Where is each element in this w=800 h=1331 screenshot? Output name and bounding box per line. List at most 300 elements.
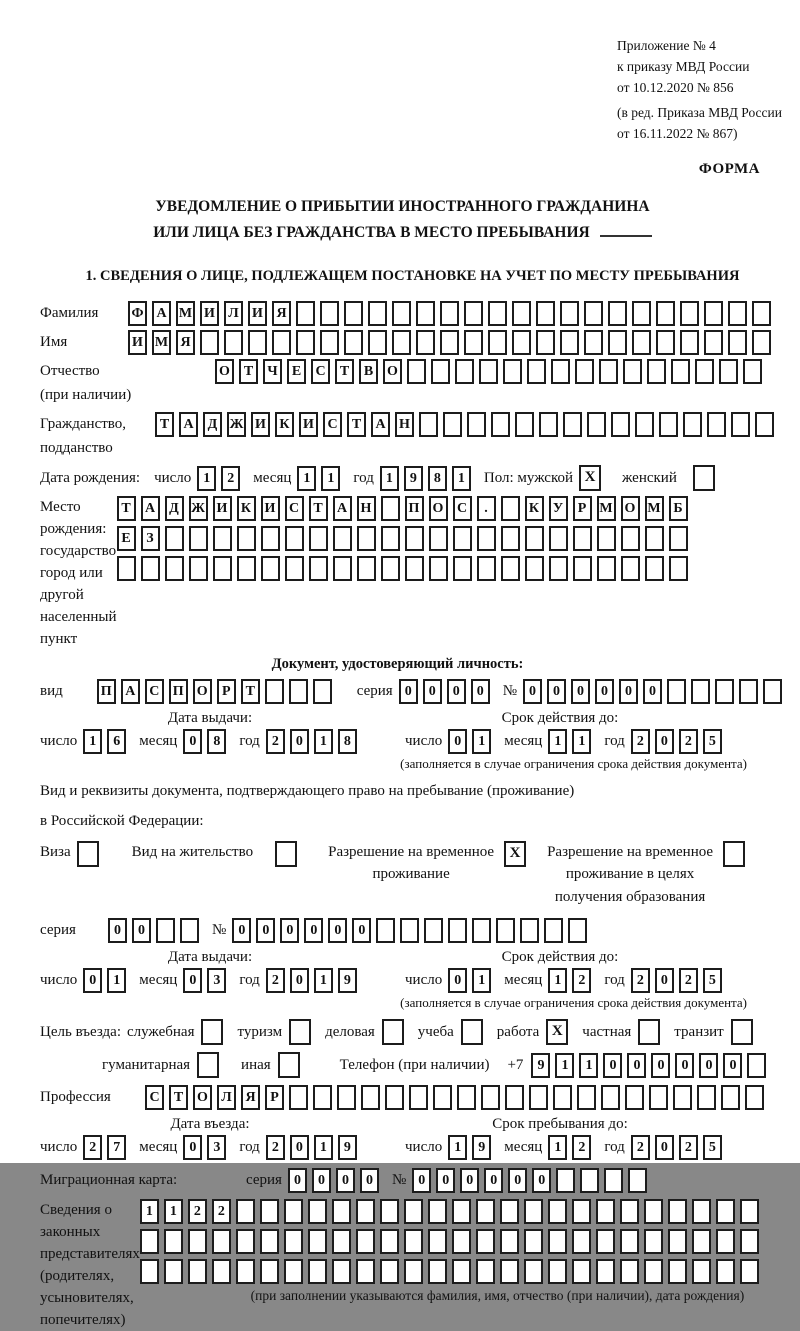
- form-cell[interactable]: [671, 359, 690, 384]
- form-cell[interactable]: [429, 526, 448, 551]
- form-cell[interactable]: [596, 1259, 615, 1284]
- form-cell[interactable]: [704, 330, 723, 355]
- form-cell[interactable]: [728, 301, 747, 326]
- form-cell[interactable]: 7: [107, 1135, 126, 1160]
- form-cell[interactable]: Л: [217, 1085, 236, 1110]
- form-cell[interactable]: 0: [471, 679, 490, 704]
- form-cell[interactable]: 0: [256, 918, 275, 943]
- form-cell[interactable]: [381, 526, 400, 551]
- form-cell[interactable]: 9: [338, 968, 357, 993]
- doc-issue-year-boxes[interactable]: [266, 729, 362, 754]
- form-cell[interactable]: 0: [603, 1053, 622, 1078]
- form-cell[interactable]: Е: [287, 359, 306, 384]
- form-cell[interactable]: [560, 301, 579, 326]
- form-cell[interactable]: [620, 1199, 639, 1224]
- form-cell[interactable]: 0: [655, 1135, 674, 1160]
- form-cell[interactable]: [448, 918, 467, 943]
- stay-year-boxes[interactable]: [631, 1135, 727, 1160]
- form-cell[interactable]: [512, 330, 531, 355]
- form-cell[interactable]: [440, 330, 459, 355]
- profession-boxes[interactable]: [145, 1085, 769, 1110]
- form-cell[interactable]: [536, 301, 555, 326]
- form-cell[interactable]: [645, 526, 664, 551]
- form-cell[interactable]: [237, 556, 256, 581]
- form-cell[interactable]: 0: [436, 1168, 455, 1193]
- res-number-boxes[interactable]: [232, 918, 592, 943]
- form-cell[interactable]: 5: [703, 1135, 722, 1160]
- form-cell[interactable]: 0: [280, 918, 299, 943]
- form-cell[interactable]: [452, 1199, 471, 1224]
- form-cell[interactable]: 0: [655, 729, 674, 754]
- form-cell[interactable]: [669, 556, 688, 581]
- form-cell[interactable]: [405, 526, 424, 551]
- form-cell[interactable]: [587, 412, 606, 437]
- form-cell[interactable]: [308, 1259, 327, 1284]
- form-cell[interactable]: [284, 1229, 303, 1254]
- form-cell[interactable]: 0: [423, 679, 442, 704]
- form-cell[interactable]: [515, 412, 534, 437]
- form-cell[interactable]: 0: [651, 1053, 670, 1078]
- form-cell[interactable]: У: [549, 496, 568, 521]
- form-cell[interactable]: [332, 1229, 351, 1254]
- form-cell[interactable]: [472, 918, 491, 943]
- form-cell[interactable]: 8: [428, 466, 447, 491]
- form-cell[interactable]: [308, 1199, 327, 1224]
- citizenship-boxes[interactable]: [155, 412, 779, 437]
- form-cell[interactable]: М: [597, 496, 616, 521]
- visa-checkbox[interactable]: [77, 841, 104, 867]
- form-cell[interactable]: [740, 1229, 759, 1254]
- form-cell[interactable]: [536, 330, 555, 355]
- form-cell[interactable]: [647, 359, 666, 384]
- form-cell[interactable]: 0: [290, 1135, 309, 1160]
- form-cell[interactable]: 1: [197, 466, 216, 491]
- form-cell[interactable]: [608, 330, 627, 355]
- form-cell[interactable]: 1: [297, 466, 316, 491]
- form-cell[interactable]: 0: [328, 918, 347, 943]
- form-cell[interactable]: 2: [188, 1199, 207, 1224]
- form-cell[interactable]: 2: [83, 1135, 102, 1160]
- form-cell[interactable]: [236, 1229, 255, 1254]
- form-cell[interactable]: А: [121, 679, 140, 704]
- form-cell[interactable]: Е: [117, 526, 136, 551]
- form-cell[interactable]: 2: [221, 466, 240, 491]
- form-cell[interactable]: X: [504, 841, 526, 867]
- form-cell[interactable]: 0: [312, 1168, 331, 1193]
- form-cell[interactable]: С: [311, 359, 330, 384]
- form-cell[interactable]: 8: [207, 729, 226, 754]
- form-cell[interactable]: Б: [669, 496, 688, 521]
- form-cell[interactable]: [620, 1229, 639, 1254]
- doc-type-boxes[interactable]: [97, 679, 337, 704]
- form-cell[interactable]: С: [145, 679, 164, 704]
- form-cell[interactable]: С: [145, 1085, 164, 1110]
- form-cell[interactable]: [693, 465, 715, 491]
- form-cell[interactable]: [556, 1168, 575, 1193]
- form-cell[interactable]: [503, 359, 522, 384]
- form-cell[interactable]: Ж: [189, 496, 208, 521]
- form-cell[interactable]: [361, 1085, 380, 1110]
- form-cell[interactable]: [680, 301, 699, 326]
- form-cell[interactable]: [584, 330, 603, 355]
- form-cell[interactable]: [500, 1229, 519, 1254]
- form-cell[interactable]: Р: [265, 1085, 284, 1110]
- form-cell[interactable]: [381, 556, 400, 581]
- form-cell[interactable]: [368, 330, 387, 355]
- form-cell[interactable]: [620, 1259, 639, 1284]
- form-cell[interactable]: [525, 526, 544, 551]
- form-cell[interactable]: [632, 301, 651, 326]
- birthplace-row2-boxes[interactable]: [117, 526, 693, 551]
- form-cell[interactable]: 1: [380, 466, 399, 491]
- form-cell[interactable]: [357, 526, 376, 551]
- form-cell[interactable]: [333, 526, 352, 551]
- form-cell[interactable]: [455, 359, 474, 384]
- form-cell[interactable]: 2: [266, 968, 285, 993]
- form-cell[interactable]: [275, 841, 297, 867]
- form-cell[interactable]: [260, 1229, 279, 1254]
- form-cell[interactable]: Т: [309, 496, 328, 521]
- form-cell[interactable]: .: [477, 496, 496, 521]
- form-cell[interactable]: [296, 301, 315, 326]
- surname-boxes[interactable]: [128, 301, 776, 326]
- form-cell[interactable]: [141, 556, 160, 581]
- form-cell[interactable]: Д: [203, 412, 222, 437]
- form-cell[interactable]: [284, 1259, 303, 1284]
- doc-issue-day-boxes[interactable]: [83, 729, 131, 754]
- form-cell[interactable]: А: [152, 301, 171, 326]
- form-cell[interactable]: Р: [217, 679, 236, 704]
- form-cell[interactable]: [433, 1085, 452, 1110]
- form-cell[interactable]: П: [97, 679, 116, 704]
- form-cell[interactable]: [668, 1229, 687, 1254]
- form-cell[interactable]: 5: [703, 729, 722, 754]
- form-cell[interactable]: 0: [399, 679, 418, 704]
- form-cell[interactable]: [140, 1229, 159, 1254]
- form-cell[interactable]: [356, 1229, 375, 1254]
- form-cell[interactable]: [429, 556, 448, 581]
- form-cell[interactable]: [644, 1259, 663, 1284]
- title-blank-line[interactable]: [600, 235, 652, 237]
- form-cell[interactable]: С: [323, 412, 342, 437]
- form-cell[interactable]: [520, 918, 539, 943]
- form-cell[interactable]: [337, 1085, 356, 1110]
- form-cell[interactable]: 1: [472, 729, 491, 754]
- form-cell[interactable]: 0: [448, 968, 467, 993]
- form-cell[interactable]: [691, 679, 710, 704]
- form-cell[interactable]: [189, 556, 208, 581]
- form-cell[interactable]: Н: [395, 412, 414, 437]
- form-cell[interactable]: 0: [183, 1135, 202, 1160]
- form-cell[interactable]: Т: [335, 359, 354, 384]
- form-cell[interactable]: 0: [412, 1168, 431, 1193]
- form-cell[interactable]: [623, 359, 642, 384]
- form-cell[interactable]: [716, 1199, 735, 1224]
- birthplace-row3-boxes[interactable]: [117, 556, 693, 581]
- form-cell[interactable]: [407, 359, 426, 384]
- mc-number-boxes[interactable]: [412, 1168, 652, 1193]
- form-cell[interactable]: 1: [321, 466, 340, 491]
- form-cell[interactable]: [404, 1199, 423, 1224]
- form-cell[interactable]: В: [359, 359, 378, 384]
- stay-month-boxes[interactable]: [548, 1135, 596, 1160]
- form-cell[interactable]: [596, 1229, 615, 1254]
- form-cell[interactable]: [500, 1199, 519, 1224]
- form-cell[interactable]: [501, 496, 520, 521]
- form-cell[interactable]: [380, 1199, 399, 1224]
- form-cell[interactable]: 0: [360, 1168, 379, 1193]
- form-cell[interactable]: [236, 1259, 255, 1284]
- form-cell[interactable]: [548, 1229, 567, 1254]
- form-cell[interactable]: 2: [631, 968, 650, 993]
- form-cell[interactable]: [597, 556, 616, 581]
- form-cell[interactable]: [356, 1199, 375, 1224]
- purpose-tourism-checkbox[interactable]: [289, 1019, 316, 1045]
- form-cell[interactable]: Ж: [227, 412, 246, 437]
- purpose-transit-checkbox[interactable]: [731, 1019, 758, 1045]
- form-cell[interactable]: [500, 1259, 519, 1284]
- form-cell[interactable]: 2: [679, 729, 698, 754]
- form-cell[interactable]: [524, 1259, 543, 1284]
- form-cell[interactable]: [296, 330, 315, 355]
- form-cell[interactable]: [577, 1085, 596, 1110]
- form-cell[interactable]: [272, 330, 291, 355]
- form-cell[interactable]: [669, 526, 688, 551]
- legal-reps-row2-boxes[interactable]: [140, 1229, 764, 1254]
- form-cell[interactable]: [461, 1019, 483, 1045]
- form-cell[interactable]: 0: [595, 679, 614, 704]
- form-cell[interactable]: [656, 301, 675, 326]
- form-cell[interactable]: [212, 1259, 231, 1284]
- form-cell[interactable]: А: [371, 412, 390, 437]
- form-cell[interactable]: [704, 301, 723, 326]
- form-cell[interactable]: [188, 1259, 207, 1284]
- form-cell[interactable]: [604, 1168, 623, 1193]
- form-cell[interactable]: 6: [107, 729, 126, 754]
- form-cell[interactable]: С: [285, 496, 304, 521]
- form-cell[interactable]: 2: [679, 968, 698, 993]
- form-cell[interactable]: [752, 301, 771, 326]
- form-cell[interactable]: 0: [655, 968, 674, 993]
- form-cell[interactable]: [320, 301, 339, 326]
- form-cell[interactable]: 1: [579, 1053, 598, 1078]
- res-issue-month-boxes[interactable]: [183, 968, 231, 993]
- form-cell[interactable]: [368, 301, 387, 326]
- form-cell[interactable]: И: [200, 301, 219, 326]
- form-cell[interactable]: [731, 1019, 753, 1045]
- form-cell[interactable]: Ф: [128, 301, 147, 326]
- form-cell[interactable]: 0: [547, 679, 566, 704]
- form-cell[interactable]: 1: [83, 729, 102, 754]
- form-cell[interactable]: [440, 301, 459, 326]
- form-cell[interactable]: 3: [207, 1135, 226, 1160]
- form-cell[interactable]: [332, 1259, 351, 1284]
- edu-residence-checkbox[interactable]: [723, 841, 750, 867]
- res-expiry-day-boxes[interactable]: [448, 968, 496, 993]
- form-cell[interactable]: [289, 1019, 311, 1045]
- birthplace-row1-boxes[interactable]: [117, 496, 693, 521]
- form-cell[interactable]: 2: [572, 968, 591, 993]
- form-cell[interactable]: 0: [675, 1053, 694, 1078]
- form-cell[interactable]: [549, 556, 568, 581]
- form-cell[interactable]: Т: [347, 412, 366, 437]
- form-cell[interactable]: [164, 1259, 183, 1284]
- form-cell[interactable]: [284, 1199, 303, 1224]
- form-cell[interactable]: [237, 526, 256, 551]
- form-cell[interactable]: [308, 1229, 327, 1254]
- form-cell[interactable]: 0: [183, 729, 202, 754]
- birth-month-boxes[interactable]: [297, 466, 345, 491]
- form-cell[interactable]: И: [128, 330, 147, 355]
- form-cell[interactable]: [356, 1259, 375, 1284]
- form-cell[interactable]: [380, 1259, 399, 1284]
- form-cell[interactable]: 3: [207, 968, 226, 993]
- form-cell[interactable]: [213, 556, 232, 581]
- form-cell[interactable]: [212, 1229, 231, 1254]
- res-expiry-month-boxes[interactable]: [548, 968, 596, 993]
- form-cell[interactable]: 0: [448, 729, 467, 754]
- form-cell[interactable]: [188, 1229, 207, 1254]
- form-cell[interactable]: [467, 412, 486, 437]
- legal-reps-row3-boxes[interactable]: [140, 1259, 764, 1284]
- purpose-work-checkbox[interactable]: [546, 1019, 573, 1045]
- form-cell[interactable]: [261, 526, 280, 551]
- form-cell[interactable]: [289, 1085, 308, 1110]
- form-cell[interactable]: О: [193, 1085, 212, 1110]
- form-cell[interactable]: 0: [484, 1168, 503, 1193]
- form-cell[interactable]: X: [546, 1019, 568, 1045]
- form-cell[interactable]: [597, 526, 616, 551]
- form-cell[interactable]: С: [453, 496, 472, 521]
- form-cell[interactable]: [743, 359, 762, 384]
- form-cell[interactable]: [197, 1052, 219, 1078]
- form-cell[interactable]: М: [152, 330, 171, 355]
- stay-day-boxes[interactable]: [448, 1135, 496, 1160]
- legal-reps-row1-boxes[interactable]: [140, 1199, 764, 1224]
- form-cell[interactable]: [707, 412, 726, 437]
- form-cell[interactable]: 9: [472, 1135, 491, 1160]
- form-cell[interactable]: [673, 1085, 692, 1110]
- form-cell[interactable]: К: [237, 496, 256, 521]
- form-cell[interactable]: [644, 1229, 663, 1254]
- form-cell[interactable]: [477, 556, 496, 581]
- form-cell[interactable]: [248, 330, 267, 355]
- form-cell[interactable]: 1: [572, 729, 591, 754]
- form-cell[interactable]: Я: [241, 1085, 260, 1110]
- form-cell[interactable]: А: [141, 496, 160, 521]
- phone-boxes[interactable]: [531, 1053, 771, 1078]
- form-cell[interactable]: Т: [169, 1085, 188, 1110]
- doc-expiry-day-boxes[interactable]: [448, 729, 496, 754]
- form-cell[interactable]: 2: [212, 1199, 231, 1224]
- birth-day-boxes[interactable]: [197, 466, 245, 491]
- form-cell[interactable]: [715, 679, 734, 704]
- form-cell[interactable]: 1: [140, 1199, 159, 1224]
- form-cell[interactable]: [265, 679, 284, 704]
- form-cell[interactable]: О: [383, 359, 402, 384]
- form-cell[interactable]: 1: [164, 1199, 183, 1224]
- form-cell[interactable]: [548, 1199, 567, 1224]
- form-cell[interactable]: [431, 359, 450, 384]
- form-cell[interactable]: 0: [232, 918, 251, 943]
- form-cell[interactable]: [524, 1229, 543, 1254]
- res-expiry-year-boxes[interactable]: [631, 968, 727, 993]
- form-cell[interactable]: И: [213, 496, 232, 521]
- form-cell[interactable]: [560, 330, 579, 355]
- form-cell[interactable]: [344, 330, 363, 355]
- form-cell[interactable]: А: [179, 412, 198, 437]
- form-cell[interactable]: 0: [352, 918, 371, 943]
- form-cell[interactable]: [695, 359, 714, 384]
- form-cell[interactable]: [721, 1085, 740, 1110]
- form-cell[interactable]: [117, 556, 136, 581]
- form-cell[interactable]: [428, 1199, 447, 1224]
- form-cell[interactable]: Ч: [263, 359, 282, 384]
- sex-male-checkbox[interactable]: [579, 465, 606, 491]
- form-cell[interactable]: [428, 1229, 447, 1254]
- form-cell[interactable]: 1: [448, 1135, 467, 1160]
- res-series-boxes[interactable]: [108, 918, 204, 943]
- form-cell[interactable]: Я: [272, 301, 291, 326]
- birth-year-boxes[interactable]: [380, 466, 476, 491]
- form-cell[interactable]: [573, 556, 592, 581]
- form-cell[interactable]: [382, 1019, 404, 1045]
- form-cell[interactable]: [549, 526, 568, 551]
- form-cell[interactable]: [201, 1019, 223, 1045]
- form-cell[interactable]: [77, 841, 99, 867]
- form-cell[interactable]: [539, 412, 558, 437]
- form-cell[interactable]: [453, 556, 472, 581]
- form-cell[interactable]: 1: [452, 466, 471, 491]
- form-cell[interactable]: [501, 526, 520, 551]
- form-cell[interactable]: 0: [447, 679, 466, 704]
- form-cell[interactable]: М: [176, 301, 195, 326]
- form-cell[interactable]: И: [299, 412, 318, 437]
- patronymic-boxes[interactable]: [215, 359, 767, 384]
- form-cell[interactable]: [419, 412, 438, 437]
- form-cell[interactable]: И: [248, 301, 267, 326]
- form-cell[interactable]: [409, 1085, 428, 1110]
- form-cell[interactable]: 0: [523, 679, 542, 704]
- purpose-private-checkbox[interactable]: [638, 1019, 665, 1045]
- form-cell[interactable]: [551, 359, 570, 384]
- form-cell[interactable]: [649, 1085, 668, 1110]
- form-cell[interactable]: [443, 412, 462, 437]
- form-cell[interactable]: [505, 1085, 524, 1110]
- sex-female-checkbox[interactable]: [693, 465, 720, 491]
- form-cell[interactable]: Р: [573, 496, 592, 521]
- form-cell[interactable]: [527, 359, 546, 384]
- entry-year-boxes[interactable]: [266, 1135, 362, 1160]
- form-cell[interactable]: [224, 330, 243, 355]
- form-cell[interactable]: 0: [643, 679, 662, 704]
- res-issue-day-boxes[interactable]: [83, 968, 131, 993]
- form-cell[interactable]: П: [405, 496, 424, 521]
- form-cell[interactable]: 1: [548, 968, 567, 993]
- form-cell[interactable]: [524, 1199, 543, 1224]
- form-cell[interactable]: [416, 301, 435, 326]
- form-cell[interactable]: [405, 556, 424, 581]
- purpose-other-checkbox[interactable]: [278, 1052, 305, 1078]
- form-cell[interactable]: [476, 1259, 495, 1284]
- form-cell[interactable]: [716, 1229, 735, 1254]
- form-cell[interactable]: 0: [304, 918, 323, 943]
- form-cell[interactable]: [621, 526, 640, 551]
- form-cell[interactable]: [731, 412, 750, 437]
- form-cell[interactable]: [200, 330, 219, 355]
- form-cell[interactable]: [289, 679, 308, 704]
- doc-number-boxes[interactable]: [523, 679, 787, 704]
